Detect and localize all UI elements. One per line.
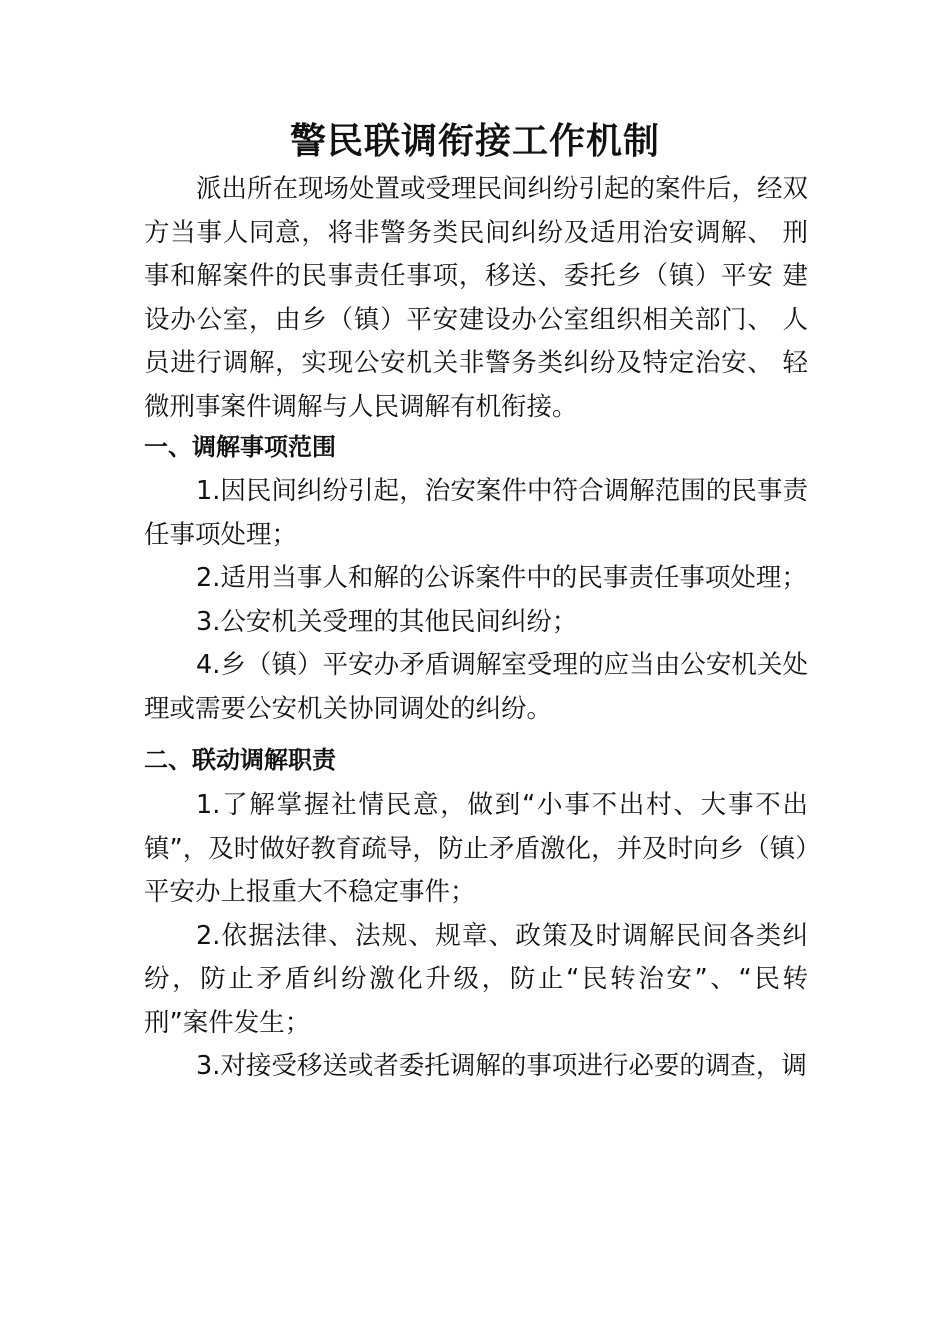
section-1-item-3: 3.公安机关受理的其他民间纠纷； bbox=[196, 606, 578, 637]
section-2-item-1: 1.了解掌握社情民意，做到“小事不出村、大事不出镇”，及时做好教育疏导，防止矛盾激化，并及时向乡（镇）平安办上报重大不稳定事件； bbox=[144, 790, 808, 907]
section-heading-2: 二、联动调解职责 bbox=[144, 746, 336, 774]
section-heading-1: 一、调解事项范围 bbox=[144, 433, 336, 461]
intro-paragraph: 派出所在现场处置或受理民间纠纷引起的案件后，经双方当事人同意，将非警务类民间纠纷及适用治安调解、 刑事和解案件的民事责任事项，移送、委托乡（镇）平安 建设办公室，由乡（镇）平安建设办公室组织相关部门、 人员进行调解，实现公安机关非警务类纠纷及特定治安、 轻微刑事案件调解与人民调解有机衔接。 bbox=[144, 174, 809, 422]
section-1-item-1: 1.因民间纠纷引起，治安案件中符合调解范围的民事责任事项处理； bbox=[144, 476, 808, 550]
section-1-item-2: 2.适用当事人和解的公诉案件中的民事责任事项处理； bbox=[196, 563, 807, 593]
section-1-items bbox=[144, 470, 808, 731]
document-title: 警民联调衔接工作机制 bbox=[289, 121, 660, 162]
section-1-item-4: 4.乡（镇）平安办矛盾调解室受理的应当由公安机关处理或需要公安机关协同调处的纠纷。 bbox=[144, 650, 808, 724]
intro-block bbox=[144, 168, 808, 429]
section-2-item-3: 3.对接受移送或者委托调解的事项进行必要的调查，调 bbox=[196, 1051, 807, 1081]
section-2-items bbox=[144, 784, 808, 1089]
section-2-item-2: 2.依据法律、法规、规章、政策及时调解民间各类纠纷，防止矛盾纠纷激化升级，防止“民转治安”、“民转刑”案件发生； bbox=[144, 920, 808, 1038]
